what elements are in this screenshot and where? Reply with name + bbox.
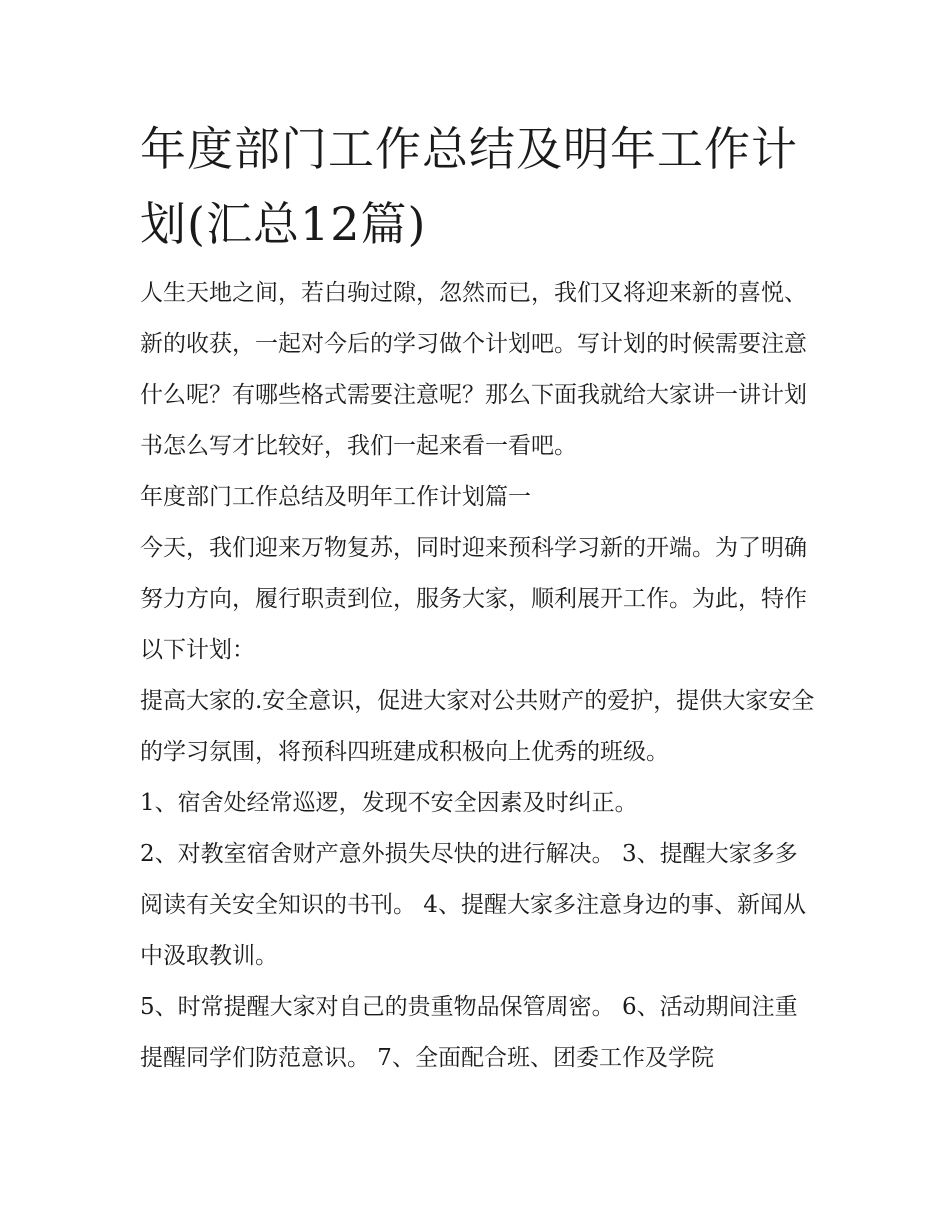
list-items-5-7: 5、时常提醒大家对自己的贵重物品保管周密。 6、活动期间注重提醒同学们防范意识。 7、全面配合班、团委工作及学院 <box>140 994 798 1071</box>
document-page <box>140 112 820 1084</box>
paragraph-opening: 今天，我们迎来万物复苏，同时迎来预科学习新的开端。为了明确努力方向，履行职责到位，服务大家，顺利展开工作。为此，特作以下计划： <box>140 535 807 663</box>
list-items-2-4: 2、对教室宿舍财产意外损失尽快的进行解决。 3、提醒大家多多阅读有关安全知识的书刊。 4、提醒大家多注意身边的事、新闻从中汲取教训。 <box>140 841 806 969</box>
list-item-1: 1、宿舍处经常巡逻，发现不安全因素及时纠正。 <box>140 790 638 816</box>
section-heading: 年度部门工作总结及明年工作计划篇一 <box>140 484 531 510</box>
intro-paragraph: 人生天地之间，若白驹过隙，忽然而已，我们又将迎来新的喜悦、新的收获，一起对今后的学习做个计划吧。写计划的时候需要注意什么呢？有哪些格式需要注意呢？那么下面我就给大家讲一讲计划书怎么写才比较好，我们一起来看一看吧。 <box>140 280 807 459</box>
paragraph-goal: 提高大家的.安全意识，促进大家对公共财产的爱护，提供大家安全的学习氛围，将预科四班建成积极向上优秀的班级。 <box>140 688 815 765</box>
document-title: 年度部门工作总结及明年工作计划(汇总12篇) <box>140 122 798 251</box>
